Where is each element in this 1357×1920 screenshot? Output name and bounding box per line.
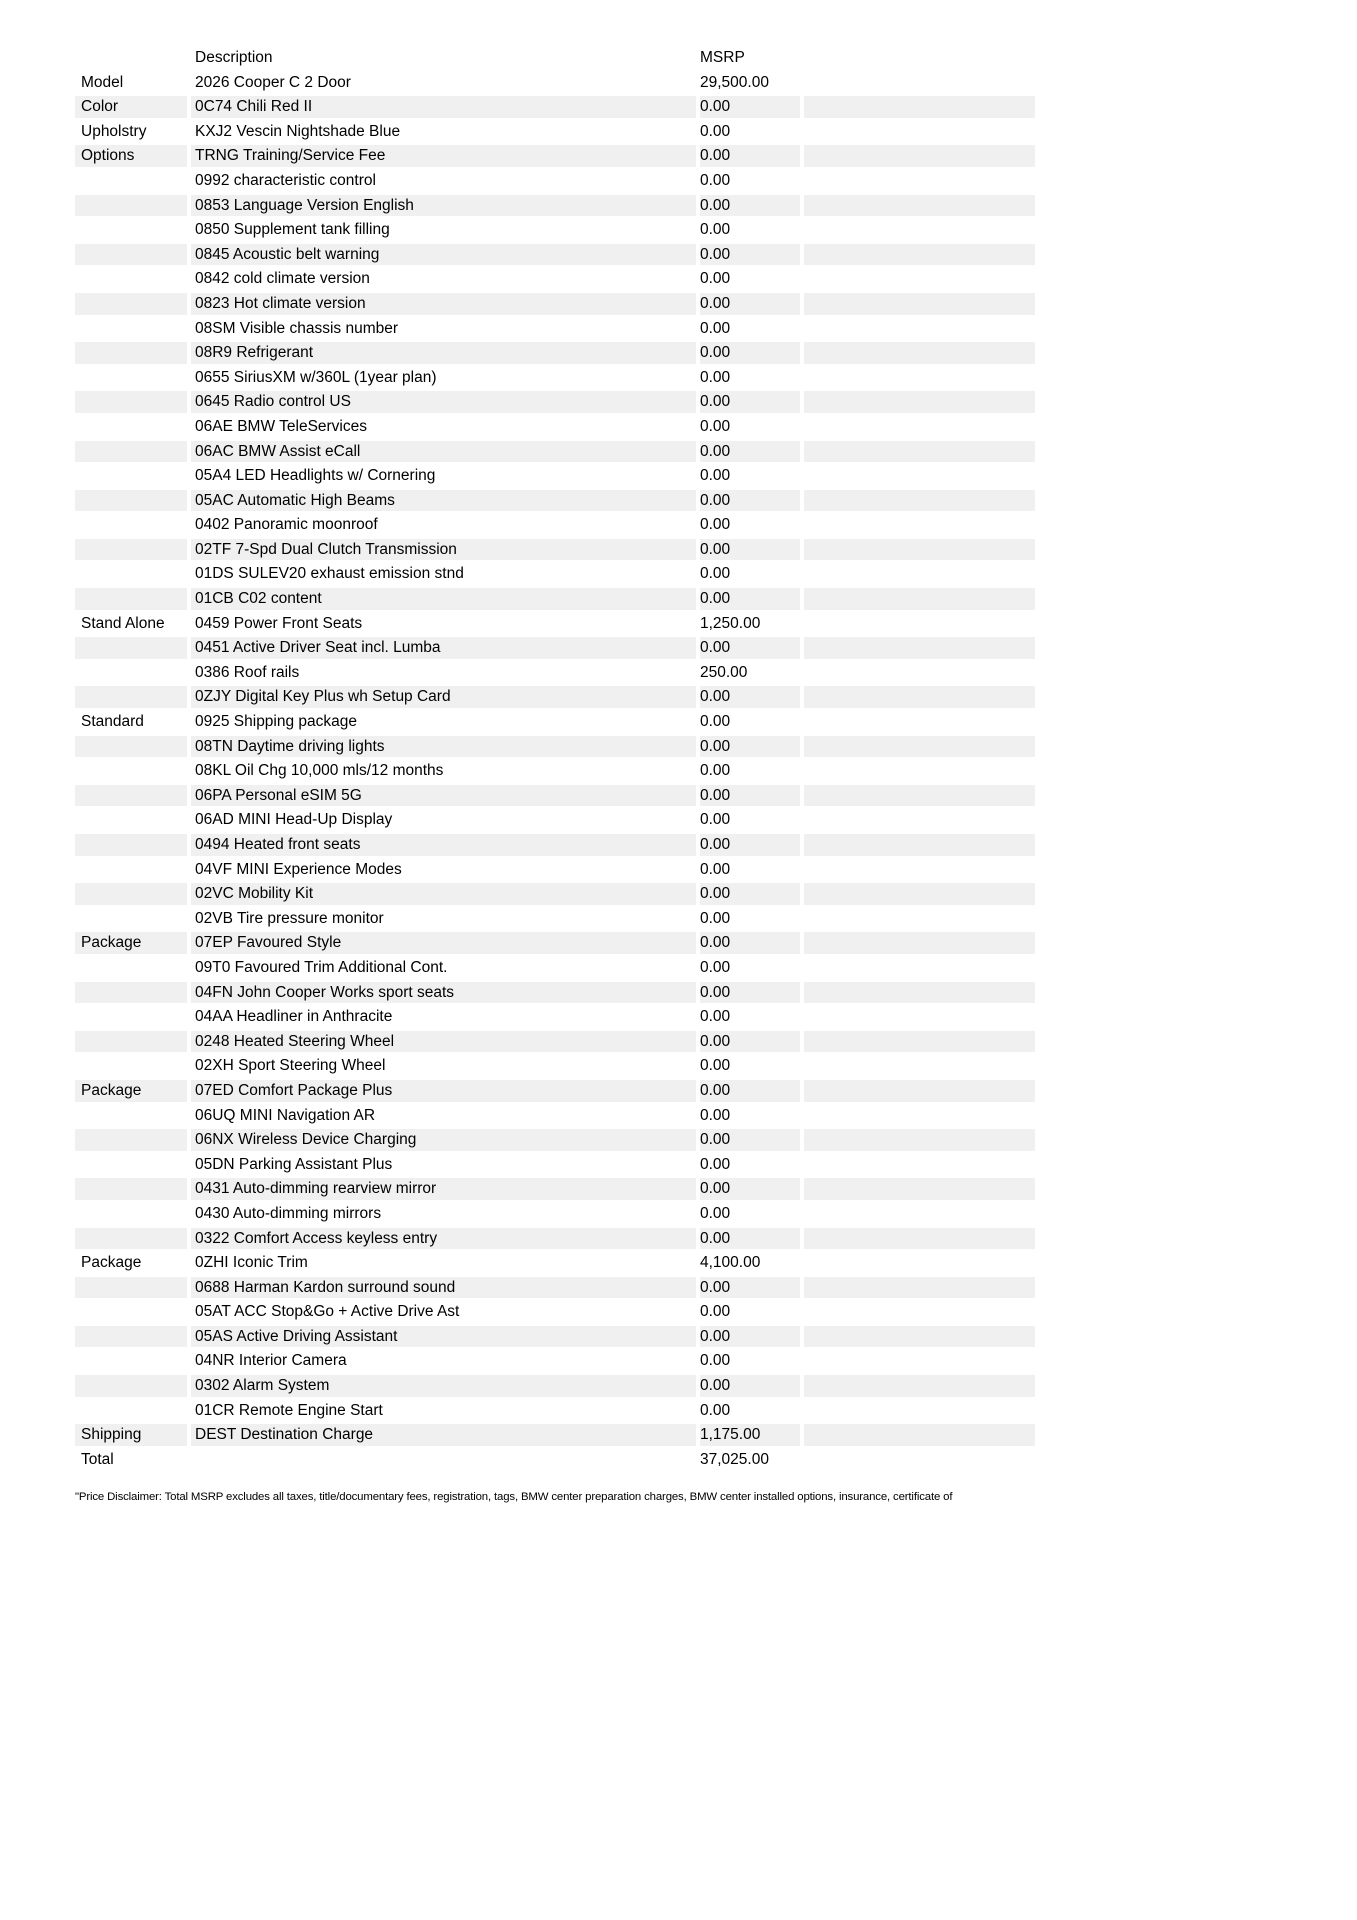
row-category xyxy=(75,1154,187,1176)
table-row xyxy=(75,170,1035,192)
row-msrp: 0.00 xyxy=(700,270,731,288)
row-category xyxy=(75,441,187,463)
row-category: Model xyxy=(81,73,124,91)
column-header-description: Description xyxy=(195,49,273,66)
row-description: 0494 Heated front seats xyxy=(191,834,696,856)
table-row xyxy=(75,1105,1035,1127)
row-msrp: 0.00 xyxy=(700,171,731,189)
row-filler xyxy=(804,1449,1035,1471)
row-category xyxy=(75,1375,187,1397)
table-row xyxy=(75,416,1035,438)
row-category xyxy=(75,563,187,585)
row-msrp: 0.00 xyxy=(700,441,800,463)
row-category: Package xyxy=(75,932,187,954)
row-description: 02XH Sport Steering Wheel xyxy=(195,1057,386,1075)
row-filler xyxy=(804,1326,1035,1348)
row-msrp: 0.00 xyxy=(700,319,731,337)
row-filler xyxy=(804,859,1035,881)
row-filler xyxy=(804,1080,1035,1102)
row-description: 04AA Headliner in Anthracite xyxy=(195,1008,393,1026)
row-filler xyxy=(804,1301,1035,1323)
row-description: 0322 Comfort Access keyless entry xyxy=(191,1228,696,1250)
row-msrp: 1,175.00 xyxy=(700,1424,800,1446)
table-row xyxy=(75,391,1035,413)
row-msrp: 0.00 xyxy=(700,417,731,435)
row-category xyxy=(75,982,187,1004)
row-filler xyxy=(804,711,1035,733)
row-description: 0451 Active Driver Seat incl. Lumba xyxy=(191,637,696,659)
row-description: 04NR Interior Camera xyxy=(195,1352,347,1370)
row-category xyxy=(75,957,187,979)
row-filler xyxy=(804,736,1035,758)
row-category xyxy=(75,1031,187,1053)
table-row xyxy=(75,1301,1035,1323)
row-category xyxy=(75,1400,187,1422)
table-row xyxy=(75,1424,1035,1446)
row-description: 0430 Auto-dimming mirrors xyxy=(195,1204,382,1222)
row-category: Total xyxy=(81,1450,114,1468)
table-row xyxy=(75,760,1035,782)
table-row xyxy=(75,932,1035,954)
table-row xyxy=(75,1129,1035,1151)
row-description: 0459 Power Front Seats xyxy=(195,614,363,632)
table-row xyxy=(75,1350,1035,1372)
row-category xyxy=(75,809,187,831)
row-msrp: 0.00 xyxy=(700,368,731,386)
row-description: 05DN Parking Assistant Plus xyxy=(195,1155,393,1173)
row-category xyxy=(75,1350,187,1372)
row-category xyxy=(75,662,187,684)
row-msrp: 0.00 xyxy=(700,1204,731,1222)
row-category xyxy=(75,859,187,881)
table-row xyxy=(75,219,1035,241)
row-filler xyxy=(804,1350,1035,1372)
row-description: 0302 Alarm System xyxy=(191,1375,696,1397)
row-description: 0ZJY Digital Key Plus wh Setup Card xyxy=(191,686,696,708)
row-filler xyxy=(804,1154,1035,1176)
row-msrp: 0.00 xyxy=(700,811,731,829)
row-msrp: 0.00 xyxy=(700,713,731,731)
row-msrp: 0.00 xyxy=(700,686,800,708)
table-row xyxy=(75,1252,1035,1274)
price-disclaimer: "Price Disclaimer: Total MSRP excludes all taxes, title/documentary fees, registration, tags, BMW center preparation charges, BMW center installed options, insurance, certificate of xyxy=(75,1491,953,1504)
table-row xyxy=(75,293,1035,315)
row-description: 09T0 Favoured Trim Additional Cont. xyxy=(195,958,448,976)
row-filler xyxy=(804,1006,1035,1028)
row-msrp: 0.00 xyxy=(700,1178,800,1200)
row-category xyxy=(75,195,187,217)
row-description: 0248 Heated Steering Wheel xyxy=(191,1031,696,1053)
row-category xyxy=(75,1055,187,1077)
row-description: 0853 Language Version English xyxy=(191,195,696,217)
row-filler xyxy=(804,318,1035,340)
row-filler xyxy=(804,563,1035,585)
row-description: 08KL Oil Chg 10,000 mls/12 months xyxy=(195,762,444,780)
row-msrp: 0.00 xyxy=(700,516,731,534)
row-category xyxy=(75,883,187,905)
row-category xyxy=(75,1228,187,1250)
row-description: 06AC BMW Assist eCall xyxy=(191,441,696,463)
row-description: 01CR Remote Engine Start xyxy=(195,1401,383,1419)
row-filler xyxy=(804,1178,1035,1200)
table-row xyxy=(75,613,1035,635)
row-category xyxy=(75,367,187,389)
row-category xyxy=(75,539,187,561)
row-filler xyxy=(804,391,1035,413)
table-row xyxy=(75,809,1035,831)
table-row xyxy=(75,465,1035,487)
row-category xyxy=(75,244,187,266)
row-msrp: 29,500.00 xyxy=(700,73,769,91)
row-msrp: 0.00 xyxy=(700,293,800,315)
table-row xyxy=(75,1055,1035,1077)
row-filler xyxy=(804,293,1035,315)
row-description: 0925 Shipping package xyxy=(195,713,358,731)
row-filler xyxy=(804,539,1035,561)
row-description: 2026 Cooper C 2 Door xyxy=(195,73,351,91)
pricing-table-body xyxy=(75,72,1035,1471)
row-msrp: 0.00 xyxy=(700,1401,731,1419)
row-msrp: 250.00 xyxy=(700,663,748,681)
row-category xyxy=(75,268,187,290)
row-msrp: 0.00 xyxy=(700,122,731,140)
row-filler xyxy=(804,170,1035,192)
row-msrp: 0.00 xyxy=(700,1228,800,1250)
row-description: 0402 Panoramic moonroof xyxy=(195,516,378,534)
row-filler xyxy=(804,662,1035,684)
table-row xyxy=(75,367,1035,389)
row-category: Stand Alone xyxy=(81,614,165,632)
table-row xyxy=(75,563,1035,585)
row-description: 0C74 Chili Red II xyxy=(191,96,696,118)
row-description: 08TN Daytime driving lights xyxy=(191,736,696,758)
row-category xyxy=(75,736,187,758)
row-category xyxy=(75,1277,187,1299)
row-msrp: 0.00 xyxy=(700,982,800,1004)
row-description: 06UQ MINI Navigation AR xyxy=(195,1106,376,1124)
row-msrp: 0.00 xyxy=(700,1326,800,1348)
row-msrp: 0.00 xyxy=(700,96,800,118)
header-row xyxy=(75,47,1035,69)
column-header-category xyxy=(75,47,187,69)
row-category xyxy=(75,785,187,807)
row-filler xyxy=(804,834,1035,856)
row-msrp: 0.00 xyxy=(700,958,731,976)
table-row xyxy=(75,1154,1035,1176)
row-msrp: 0.00 xyxy=(700,195,800,217)
row-filler xyxy=(804,760,1035,782)
row-category xyxy=(75,293,187,315)
row-description xyxy=(191,1449,696,1471)
row-filler xyxy=(804,1055,1035,1077)
row-category xyxy=(75,760,187,782)
row-filler xyxy=(804,514,1035,536)
row-msrp: 0.00 xyxy=(700,834,800,856)
row-msrp: 0.00 xyxy=(700,1057,731,1075)
row-msrp: 0.00 xyxy=(700,244,800,266)
table-row xyxy=(75,441,1035,463)
row-msrp: 0.00 xyxy=(700,1008,731,1026)
row-filler xyxy=(804,1105,1035,1127)
row-filler xyxy=(804,686,1035,708)
row-msrp: 0.00 xyxy=(700,342,800,364)
row-category xyxy=(75,834,187,856)
row-msrp: 0.00 xyxy=(700,637,800,659)
table-row xyxy=(75,1400,1035,1422)
table-row xyxy=(75,834,1035,856)
table-row xyxy=(75,686,1035,708)
table-row xyxy=(75,1228,1035,1250)
row-filler xyxy=(804,1375,1035,1397)
row-filler xyxy=(804,957,1035,979)
table-row xyxy=(75,1203,1035,1225)
row-msrp: 0.00 xyxy=(700,1080,800,1102)
row-msrp: 0.00 xyxy=(700,1129,800,1151)
row-filler xyxy=(804,637,1035,659)
row-filler xyxy=(804,809,1035,831)
row-filler xyxy=(804,96,1035,118)
row-category xyxy=(75,1178,187,1200)
row-category xyxy=(75,342,187,364)
row-description: 05AC Automatic High Beams xyxy=(191,490,696,512)
row-description: 05AS Active Driving Assistant xyxy=(191,1326,696,1348)
table-row xyxy=(75,96,1035,118)
row-description: 0655 SiriusXM w/360L (1year plan) xyxy=(195,368,437,386)
row-msrp: 0.00 xyxy=(700,467,731,485)
row-filler xyxy=(804,416,1035,438)
table-row xyxy=(75,1449,1035,1471)
row-description: 07EP Favoured Style xyxy=(191,932,696,954)
table-row xyxy=(75,318,1035,340)
row-category xyxy=(75,391,187,413)
table-row xyxy=(75,711,1035,733)
row-filler xyxy=(804,121,1035,143)
row-filler xyxy=(804,490,1035,512)
row-msrp: 0.00 xyxy=(700,565,731,583)
table-row xyxy=(75,121,1035,143)
table-row xyxy=(75,1031,1035,1053)
table-row xyxy=(75,490,1035,512)
row-msrp: 4,100.00 xyxy=(700,1254,761,1272)
row-description: 02VB Tire pressure monitor xyxy=(195,909,384,927)
row-description: 04VF MINI Experience Modes xyxy=(195,860,402,878)
row-filler xyxy=(804,145,1035,167)
row-category xyxy=(75,490,187,512)
table-row xyxy=(75,785,1035,807)
table-row xyxy=(75,1326,1035,1348)
table-row xyxy=(75,637,1035,659)
row-msrp: 0.00 xyxy=(700,860,731,878)
row-description: 0992 characteristic control xyxy=(195,171,376,189)
row-category xyxy=(75,686,187,708)
table-row xyxy=(75,72,1035,94)
row-msrp: 0.00 xyxy=(700,1375,800,1397)
row-filler xyxy=(804,219,1035,241)
row-msrp: 0.00 xyxy=(700,391,800,413)
row-filler xyxy=(804,441,1035,463)
row-category xyxy=(75,219,187,241)
table-row xyxy=(75,908,1035,930)
row-description: 0845 Acoustic belt warning xyxy=(191,244,696,266)
row-filler xyxy=(804,1424,1035,1446)
table-row xyxy=(75,736,1035,758)
row-msrp: 0.00 xyxy=(700,588,800,610)
row-filler xyxy=(804,1203,1035,1225)
row-description: 02VC Mobility Kit xyxy=(191,883,696,905)
table-row xyxy=(75,588,1035,610)
row-description: 04FN John Cooper Works sport seats xyxy=(191,982,696,1004)
table-row xyxy=(75,662,1035,684)
pricing-table-header xyxy=(75,47,1035,69)
column-header-filler xyxy=(804,47,1035,69)
row-filler xyxy=(804,1400,1035,1422)
table-row xyxy=(75,342,1035,364)
row-msrp: 0.00 xyxy=(700,785,800,807)
row-msrp: 0.00 xyxy=(700,490,800,512)
table-row xyxy=(75,982,1035,1004)
row-description: 0ZHI Iconic Trim xyxy=(195,1254,308,1272)
table-row xyxy=(75,1375,1035,1397)
row-filler xyxy=(804,613,1035,635)
column-header-msrp: MSRP xyxy=(700,49,745,66)
row-filler xyxy=(804,268,1035,290)
table-row xyxy=(75,514,1035,536)
row-msrp: 0.00 xyxy=(700,1106,731,1124)
row-filler xyxy=(804,342,1035,364)
row-category xyxy=(75,588,187,610)
row-filler xyxy=(804,1228,1035,1250)
row-description: KXJ2 Vescin Nightshade Blue xyxy=(195,122,401,140)
row-msrp: 0.00 xyxy=(700,932,800,954)
row-filler xyxy=(804,588,1035,610)
row-description: 06NX Wireless Device Charging xyxy=(191,1129,696,1151)
row-msrp: 0.00 xyxy=(700,1303,731,1321)
row-description: 02TF 7-Spd Dual Clutch Transmission xyxy=(191,539,696,561)
row-filler xyxy=(804,932,1035,954)
row-filler xyxy=(804,1252,1035,1274)
row-description: 06PA Personal eSIM 5G xyxy=(191,785,696,807)
row-description: TRNG Training/Service Fee xyxy=(191,145,696,167)
row-filler xyxy=(804,1277,1035,1299)
row-category: Color xyxy=(75,96,187,118)
table-row xyxy=(75,1080,1035,1102)
row-filler xyxy=(804,908,1035,930)
row-msrp: 0.00 xyxy=(700,762,731,780)
row-category: Options xyxy=(75,145,187,167)
row-description: 0688 Harman Kardon surround sound xyxy=(191,1277,696,1299)
row-filler xyxy=(804,367,1035,389)
row-description: 05A4 LED Headlights w/ Cornering xyxy=(195,467,436,485)
row-category: Package xyxy=(81,1254,142,1272)
row-description: 06AE BMW TeleServices xyxy=(195,417,367,435)
row-msrp: 1,250.00 xyxy=(700,614,761,632)
row-category xyxy=(75,416,187,438)
row-description: 01DS SULEV20 exhaust emission stnd xyxy=(195,565,464,583)
row-filler xyxy=(804,1129,1035,1151)
row-msrp: 0.00 xyxy=(700,883,800,905)
row-description: 01CB C02 content xyxy=(191,588,696,610)
pricing-table xyxy=(71,44,1039,1473)
row-category xyxy=(75,1105,187,1127)
row-msrp: 0.00 xyxy=(700,1277,800,1299)
row-msrp: 37,025.00 xyxy=(700,1450,769,1468)
row-category xyxy=(75,1006,187,1028)
row-category xyxy=(75,465,187,487)
table-row xyxy=(75,859,1035,881)
row-filler xyxy=(804,883,1035,905)
table-row xyxy=(75,195,1035,217)
row-msrp: 0.00 xyxy=(700,1031,800,1053)
row-msrp: 0.00 xyxy=(700,909,731,927)
row-description: 06AD MINI Head-Up Display xyxy=(195,811,393,829)
table-row xyxy=(75,1006,1035,1028)
row-description: 0823 Hot climate version xyxy=(191,293,696,315)
table-row xyxy=(75,539,1035,561)
row-description: 07ED Comfort Package Plus xyxy=(191,1080,696,1102)
table-row xyxy=(75,957,1035,979)
table-row xyxy=(75,145,1035,167)
row-filler xyxy=(804,785,1035,807)
row-description: 0386 Roof rails xyxy=(195,663,300,681)
row-category xyxy=(75,1326,187,1348)
row-msrp: 0.00 xyxy=(700,1155,731,1173)
row-category xyxy=(75,637,187,659)
row-category xyxy=(75,318,187,340)
row-filler xyxy=(804,982,1035,1004)
row-description: 08R9 Refrigerant xyxy=(191,342,696,364)
table-row xyxy=(75,883,1035,905)
row-filler xyxy=(804,195,1035,217)
row-description: 05AT ACC Stop&Go + Active Drive Ast xyxy=(195,1303,460,1321)
row-category xyxy=(75,170,187,192)
table-row xyxy=(75,1178,1035,1200)
row-msrp: 0.00 xyxy=(700,1352,731,1370)
row-category xyxy=(75,514,187,536)
row-category: Standard xyxy=(81,713,144,731)
row-filler xyxy=(804,244,1035,266)
row-category xyxy=(75,1203,187,1225)
row-filler xyxy=(804,465,1035,487)
row-description: DEST Destination Charge xyxy=(191,1424,696,1446)
row-description: 08SM Visible chassis number xyxy=(195,319,399,337)
table-row xyxy=(75,268,1035,290)
row-category: Package xyxy=(75,1080,187,1102)
row-category xyxy=(75,908,187,930)
row-category: Shipping xyxy=(75,1424,187,1446)
row-description: 0645 Radio control US xyxy=(191,391,696,413)
row-msrp: 0.00 xyxy=(700,145,800,167)
row-category xyxy=(75,1301,187,1323)
table-row xyxy=(75,244,1035,266)
row-filler xyxy=(804,1031,1035,1053)
row-category: Upholstry xyxy=(81,122,147,140)
row-filler xyxy=(804,72,1035,94)
row-msrp: 0.00 xyxy=(700,736,800,758)
row-msrp: 0.00 xyxy=(700,221,731,239)
row-description: 0431 Auto-dimming rearview mirror xyxy=(191,1178,696,1200)
row-category xyxy=(75,1129,187,1151)
row-description: 0842 cold climate version xyxy=(195,270,370,288)
table-row xyxy=(75,1277,1035,1299)
row-description: 0850 Supplement tank filling xyxy=(195,221,390,239)
row-msrp: 0.00 xyxy=(700,539,800,561)
